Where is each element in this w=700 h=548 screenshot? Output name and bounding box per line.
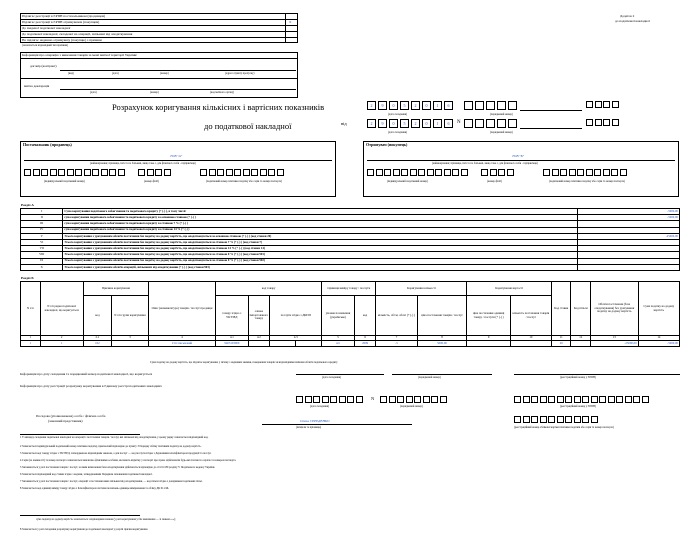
calc-date-caption: (дата складання) bbox=[388, 113, 408, 116]
reg-caption-reg-1: (реєстраційний номер у ЄРПН) bbox=[560, 376, 596, 379]
section-a-num: VIII bbox=[21, 252, 63, 258]
footnotes bbox=[20, 436, 680, 490]
reg-caption-number-2: (порядковий номер) bbox=[400, 405, 423, 408]
seller-ident-caption: (податковий номер платника податку або серія та номер паспорта) bbox=[206, 180, 282, 183]
column-number: 6 bbox=[354, 336, 376, 341]
document-title: Розрахунок коригування кількісних і вартісних показників bbox=[112, 102, 325, 112]
signer-ipn-caption: (реєстраційний номер облікової картки платника податків або серія та номер паспорта) bbox=[514, 426, 614, 429]
section-a-num: IX bbox=[21, 258, 63, 264]
table-row: 1 1 102 Стіл письмовий 9403103000 шт 2009 -5 5000,00 20 -25000,00 -5000,00 bbox=[21, 341, 680, 347]
col-unit-name: умовне позначення (українське) bbox=[322, 296, 355, 336]
invoice-number-caption: (порядковий номер) bbox=[490, 131, 513, 134]
column-number: 9 bbox=[467, 336, 510, 341]
section-a-value[interactable]: -25000,00 bbox=[578, 233, 680, 239]
section-a-num: VI bbox=[21, 239, 63, 245]
bottom-note-1: сума податку на додану вартість зазначається з відповідним знаком (у разі коригування у бік зменшення — зі знаком «-»); bbox=[36, 518, 176, 521]
column-number: 4 bbox=[148, 336, 215, 341]
buyer-name[interactable]: ТОВ "Б" bbox=[512, 154, 525, 158]
seller-name-caption: (найменування; прізвище, ім'я та по батькові, якщо таке є, для фізичної особи - підприємця) bbox=[90, 162, 196, 165]
section-a-text: Усього коригування з урахуванням обсягів операцій, звільнених від оподаткування (+ (-) ) (код ставки 903) bbox=[63, 264, 578, 270]
reg-number-cells[interactable] bbox=[380, 396, 448, 403]
appendix-sublabel: до податкової накладної bbox=[615, 19, 650, 23]
section-a-value[interactable] bbox=[578, 264, 680, 270]
customs-caption-date: (дата) bbox=[90, 91, 97, 94]
column-number: 7 bbox=[376, 336, 417, 341]
goods-name-value[interactable]: Стіл письмовий bbox=[148, 341, 215, 347]
column-number: 10 bbox=[510, 336, 551, 341]
customs-caption-office: (код митного органу) bbox=[210, 91, 235, 94]
col-price-group: Коригування вартості bbox=[467, 282, 552, 296]
section-a-text: Усього коригування з урахуванням обсягів постачання без податку на додану вартість, що оподатковуються за ставкою 14 % (+ (-) ) (код ставки 14) bbox=[63, 246, 578, 252]
col-unit-code: код bbox=[354, 296, 376, 336]
section-a-text: Усього коригування з урахуванням обсягів постачання без податку на додану вартість, що оподатковуються за ставкою 0 % (+ (-) ) (код ставки 901) bbox=[63, 252, 578, 258]
section-a-text: сума коригування податкового зобов'язання та податкового кредиту за ставкою 14 % (+ (-) ) bbox=[63, 227, 578, 233]
seller-filial-caption: (номер філії) bbox=[144, 180, 159, 183]
col-n: N з/п bbox=[21, 282, 41, 336]
invoice-filial-cells[interactable] bbox=[586, 119, 620, 126]
signer-sub: (законний представник) bbox=[48, 419, 83, 423]
column-number: 14 bbox=[638, 336, 679, 341]
col-code-group: код товару bbox=[216, 282, 322, 296]
invoice-number-cells[interactable] bbox=[464, 119, 519, 128]
col-goods-name: Опис (номенклатура) товарів / послуг продавця bbox=[148, 282, 215, 336]
contract-caption-address: (адреса пункту пропуску) bbox=[225, 72, 255, 75]
col-price-change: ціна постачання одиниці товару / послуги (+ (-) ) bbox=[467, 296, 510, 336]
column-number: 3 bbox=[112, 336, 149, 341]
customs-caption-number: (номер) bbox=[150, 91, 159, 94]
col-uktzed: товару згідно з УКТЗЕД bbox=[216, 296, 249, 336]
reg-id-cells[interactable] bbox=[514, 396, 650, 403]
buyer-filial-cells[interactable] bbox=[481, 169, 515, 176]
buyer-filial-caption: (номер філії) bbox=[487, 180, 502, 183]
section-a-num: VII bbox=[21, 246, 63, 252]
reg-caption-date-1: (дата складання) bbox=[322, 376, 342, 379]
column-number: 5 bbox=[322, 336, 355, 341]
section-b-label: Розділ Б bbox=[21, 276, 34, 280]
footnote-4: 4 Серія (за наявності) та номер паспорта зазначаються виключно фізичними особами, які мають відмітку у паспорті про право здійснювати будь-які платежі за серією та номером паспорта. bbox=[20, 459, 237, 462]
row-seller-registration: Підлягає реєстрації в ЄРПН постачальником (продавцем) bbox=[22, 14, 106, 18]
section-a-label: Розділ А bbox=[21, 203, 34, 207]
footnote-8: 8 Зазначається код одиниці виміру товару згідно з Класифікатором системи позначень одиниць вимірювання та обліку ДК 011-96. bbox=[20, 487, 169, 490]
invoice-n-label: N bbox=[457, 120, 461, 125]
footnote-2: 2 Зазначається індивідуальний податковий номер платника податку, присвоєний відповідно до пункту 3 Порядку обліку платників податку на додану вартість. bbox=[20, 445, 202, 448]
signer-caption: (ініціали та прізвище) bbox=[296, 426, 322, 429]
section-a-num: III bbox=[21, 221, 63, 227]
section-a-num: II bbox=[21, 215, 63, 221]
document-title-line2: до податкової накладної bbox=[204, 121, 292, 131]
section-a-num: IV bbox=[21, 227, 63, 233]
column-number: 4.1 bbox=[216, 336, 249, 341]
column-number: 4.2 bbox=[248, 336, 270, 341]
column-number: 11 bbox=[551, 336, 571, 341]
reg-text-1: Інформація про дату складання та порядковий номер податкової накладної, що коригується bbox=[20, 372, 153, 376]
seller-header: Постачальник (продавець) bbox=[23, 142, 72, 147]
signer-label: Посадова (уповноважена) особа / фізична особа bbox=[36, 414, 106, 418]
col-imported: ознака імпортованого товару bbox=[248, 296, 270, 336]
export-row-label: Інформація про операцію з вивезення товарів за межі митної території України: bbox=[22, 53, 138, 57]
from-label: від bbox=[341, 121, 347, 126]
reg-date-cells[interactable] bbox=[296, 396, 364, 403]
footnote-5: 5 Заповнюється у разі постачання товарів / послуг, за яким визначення бази оподаткування здійснюється відповідно до статті 189 розділу V Податкового кодексу України. bbox=[20, 466, 215, 469]
footnote-6: 6 Зазначається відповідний код ставки згідно з кодами, затвердженими Порядком заповнення податкової накладної. bbox=[20, 473, 153, 476]
buyer-header: Отримувач (покупець) bbox=[366, 142, 408, 147]
buyer-ipn-cells[interactable] bbox=[367, 169, 469, 176]
seller-filial-cells[interactable] bbox=[138, 169, 172, 176]
row-not-provided: Не підлягає наданню отримувачу (покупцю) з причини bbox=[22, 38, 102, 42]
column-number: 12 bbox=[571, 336, 591, 341]
buyer-ident-cells[interactable] bbox=[543, 169, 628, 176]
reg-text-2: Інформація про дату реєстрації розрахунку коригування в Єдиному реєстрі податкових накладних bbox=[20, 384, 162, 388]
col-unit-group: Одиниця виміру товару / послуги bbox=[322, 282, 376, 296]
appendix-label: Додаток 2 bbox=[620, 14, 635, 18]
reg-caption-reg-2: (реєстраційний номер у ЄРПН) bbox=[560, 405, 596, 408]
col-qty-group: Коригування кількості bbox=[376, 282, 467, 296]
section-a-text: Сума коригування податкового зобов'язання та податкового кредиту (+ (-) ), в тому числі: bbox=[63, 209, 578, 215]
contract-caption-date: (дата) bbox=[112, 72, 119, 75]
section-a-value[interactable]: -5000,00 bbox=[578, 215, 680, 221]
section-a-num: V bbox=[21, 233, 63, 239]
b-sum-caption: Сума податку на додану вартість, що підлягає коригуванню у зв'язку з наданням знижки, повернення товарів чи відповідними змінами обсягів податкового кредиту bbox=[150, 361, 338, 364]
signer-ipn-cells[interactable] bbox=[514, 416, 599, 423]
section-a-text: сума коригування податкового зобов'язання та податкового кредиту за основною ставкою (+ (-) ) bbox=[63, 215, 578, 221]
section-a-text: Усього коригування з урахуванням обсягів постачання без податку на додану вартість, що оподатковуються за ставкою 7 % (+ (-) ) (код ставки 7) bbox=[63, 239, 578, 245]
contract-label: договір (контракт) bbox=[30, 64, 57, 68]
col-price-old: ціна постачання товарів / послуг bbox=[417, 296, 467, 336]
section-a-text: Усього коригування з урахуванням обсягів постачання без податку на додану вартість, що оподатковуються за ставкою 0 % (+ (-) ) (код ставки 902) bbox=[63, 258, 578, 264]
col-qty2: кількість постачання товарів / послуг bbox=[510, 296, 551, 336]
col-row-num: N з/п рядка податкової накладної, що коригується bbox=[40, 282, 83, 336]
col-rate: Код ставки bbox=[551, 282, 571, 336]
col-reason: Причина коригування bbox=[83, 282, 148, 296]
footnote-3: 3 Зазначається код товару згідно з УКТЗЕД, затвердженою відповідним законом, а для послуг — код послуги згідно з Державним класифікатором продукції та послуг. bbox=[20, 452, 212, 455]
column-number: 4.3 bbox=[270, 336, 322, 341]
section-a-row bbox=[21, 264, 680, 270]
contract-caption-kind: (вид) bbox=[68, 72, 74, 75]
signer-name[interactable]: Олена СЕРЕДЕНКО bbox=[300, 419, 330, 423]
seller-ipn-cells[interactable] bbox=[24, 169, 126, 176]
customs-label: митна декларація bbox=[24, 84, 50, 88]
col-qty-change: кількість, об'єм, обсяг (+ (-) ) bbox=[376, 296, 417, 336]
buyer-name-caption: (найменування; прізвище, ім'я та по батькові, якщо таке є, для фізичної особи - підприємця) bbox=[432, 162, 538, 165]
bottom-note-2: 8 Зазначається у разі складання розрахунку коригування до податкової накладної у розрізі причин коригування. bbox=[20, 528, 149, 531]
row-consolidated: До зведеної податкової накладної bbox=[22, 26, 71, 30]
row-buyer-registration: Підлягає реєстрації в ЄРПН отримувачем (покупцем) bbox=[22, 20, 100, 24]
col-reason-code: код bbox=[83, 296, 111, 336]
row-exempt: До податкової накладної, складеної на операції, звільнені від оподаткування bbox=[22, 32, 133, 36]
reg-caption-number-1: (порядковий номер) bbox=[418, 376, 441, 379]
section-a-value[interactable]: -5000,00 bbox=[578, 209, 680, 215]
seller-ident-cells[interactable] bbox=[200, 169, 285, 176]
column-number: 2.1 bbox=[83, 336, 111, 341]
col-reason-group: N з/п групи коригування bbox=[112, 296, 149, 336]
footnote-7: 7 Заповнюється у разі постачання товарів / послуг, операції з постачання яких звільнені від оподаткування, — код пільги згідно з довідником податкових пільг. bbox=[20, 480, 203, 483]
calc-number-caption: (порядковий номер) bbox=[490, 113, 513, 116]
section-a-num: I bbox=[21, 209, 63, 215]
col-amount: Обсяги постачання (база оподаткування) без урахування податку на додану вартість bbox=[590, 282, 638, 336]
section-a-num: X bbox=[21, 264, 63, 270]
seller-ipn-caption: (індивідуальний податковий номер) bbox=[44, 180, 85, 183]
calc-filial-cells[interactable] bbox=[586, 101, 620, 108]
section-a-table bbox=[20, 208, 680, 271]
invoice-date-cells[interactable]: 2 9 0 5 2 0 1 6 bbox=[367, 119, 455, 128]
buyer-registration-mark[interactable]: Х bbox=[289, 20, 292, 24]
reg-n-label: N bbox=[371, 396, 375, 401]
col-vat: Сума податку на додану вартість bbox=[638, 282, 679, 336]
invoice-date-caption: (дата складання) bbox=[388, 131, 408, 134]
column-number: 2 bbox=[40, 336, 83, 341]
section-a-text: Усього коригування з урахуванням обсягів постачання без податку на додану вартість, що оподатковуються за основною ставкою (+ (-) ) (код ставки 20) bbox=[63, 233, 578, 239]
column-number: 1 bbox=[21, 336, 41, 341]
calc-number-cells[interactable] bbox=[464, 101, 519, 110]
col-excise: послуги згідно з ДКПП bbox=[270, 296, 322, 336]
section-b-table bbox=[20, 281, 680, 347]
column-number: 8 bbox=[417, 336, 467, 341]
footnote-1: 1 У випадку складання податкової накладної на операції з постачання товарів / послуг, які звільнені від оподаткування, у цьому рядку зазначається відповідний код. bbox=[20, 436, 209, 439]
seller-name[interactable]: ТОВ "А" bbox=[170, 154, 183, 158]
reason-caption: (зазначається відповідний тип причини) bbox=[22, 44, 68, 47]
buyer-ident-caption: (податковий номер платника податку або серія та номер паспорта) bbox=[549, 180, 625, 183]
calc-date-cells[interactable]: 2 9 0 5 2 0 1 6 bbox=[367, 101, 455, 110]
col-benefit: Код пільги bbox=[571, 282, 591, 336]
buyer-ipn-caption: (індивідуальний податковий номер) bbox=[387, 180, 428, 183]
section-a-text: сума коригування податкового зобов'язання та податкового кредиту за ставкою 7 % (+ (-) ) bbox=[63, 221, 578, 227]
reg-caption-date-2: (дата складання) bbox=[310, 405, 330, 408]
column-number: 13 bbox=[590, 336, 638, 341]
contract-caption-number: (номер) bbox=[160, 72, 169, 75]
